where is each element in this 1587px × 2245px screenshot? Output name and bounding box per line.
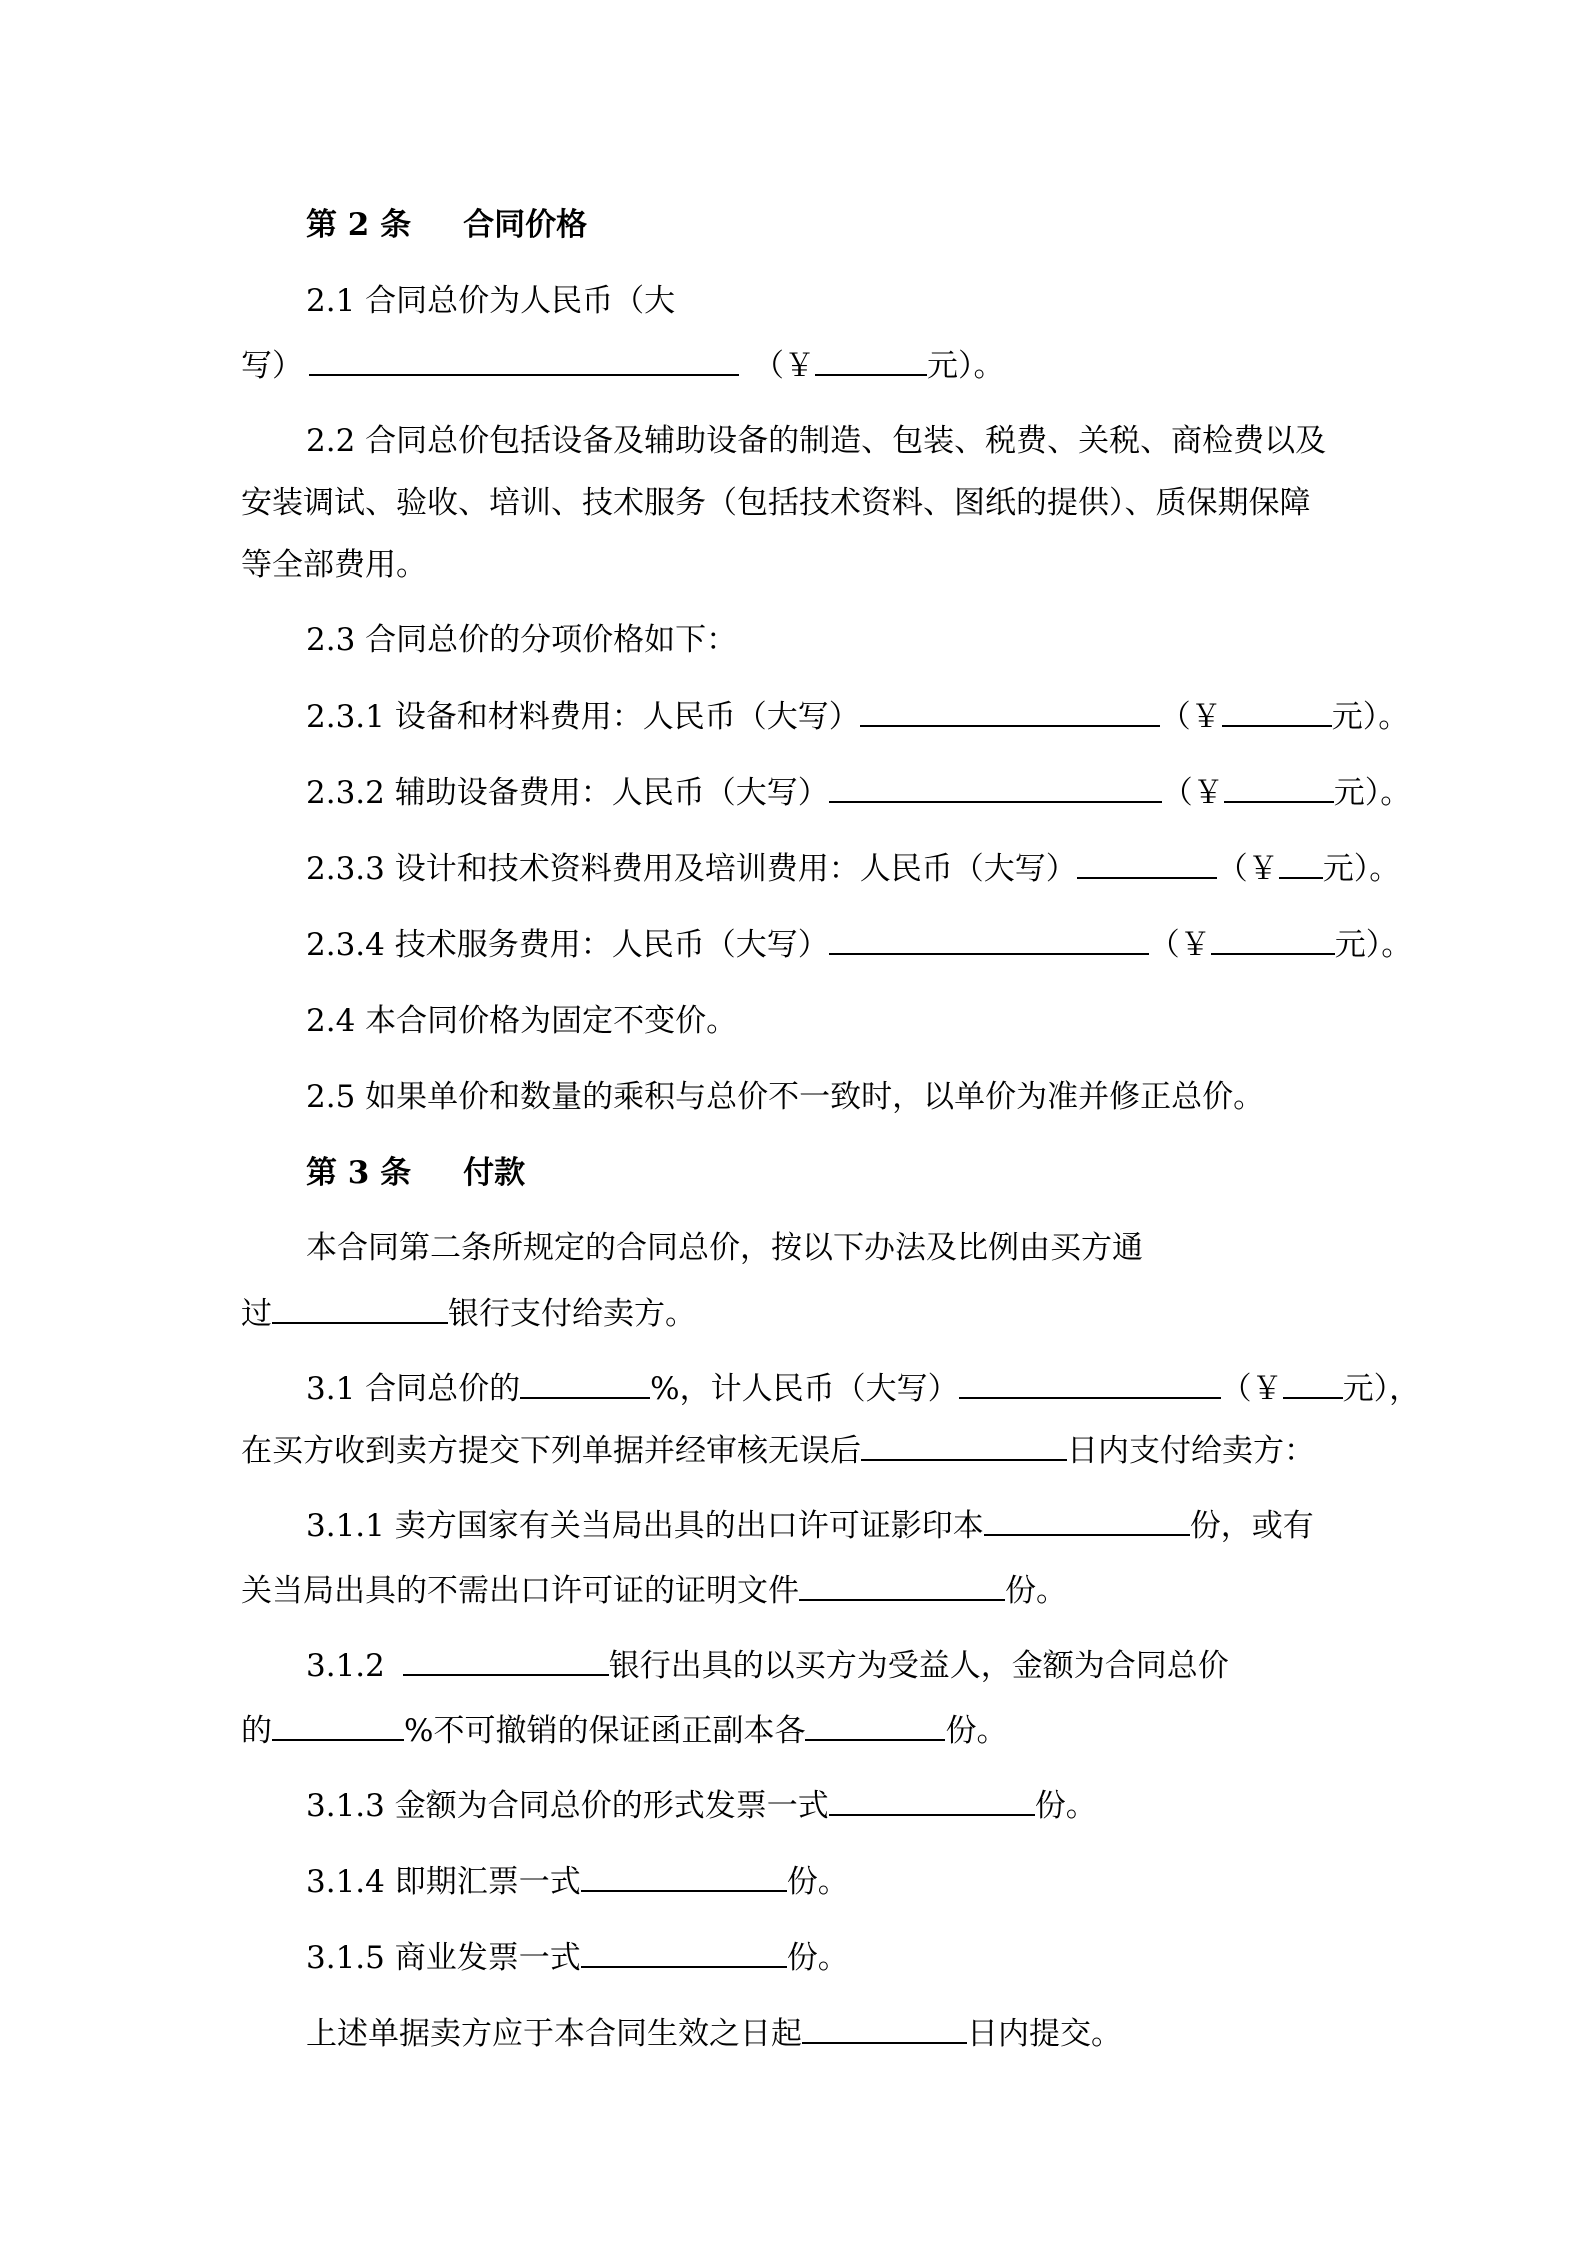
clause-2-3-2 — [306, 768, 1446, 818]
clause-2-2-text-3: 等全部费用。 — [241, 547, 427, 583]
clause-3-1-1-text-a: 3.1.1 卖方国家有关当局出具的出口许可证影印本 — [306, 1508, 984, 1544]
clause-3-1-1-text-c: 关当局出具的不需出口许可证的证明文件 — [241, 1573, 799, 1609]
clause-2-3-2-currency: （￥ — [1161, 775, 1224, 811]
clause-2-5 — [306, 1072, 1446, 1122]
clause-2-1-text-c: （￥ — [753, 348, 815, 384]
clause-3-1-2-line-1 — [306, 1641, 1446, 1691]
payment-intro-text-1: 本合同第二条所规定的合同总价，按以下办法及比例由买方通 — [306, 1230, 1143, 1266]
payment-days-blank[interactable] — [861, 1427, 1067, 1461]
clause-2-3-1-text: 2.3.1 设备和材料费用：人民币（大写） — [306, 699, 860, 735]
guarantee-bank-blank[interactable] — [403, 1642, 609, 1676]
clause-2-3-4-currency: （￥ — [1148, 927, 1211, 963]
clause-2-1-text-b: 写） — [241, 348, 303, 384]
equipment-cost-figure-blank[interactable] — [1222, 693, 1332, 727]
clause-3-1-text-e: 在买方收到卖方提交下列单据并经审核无误后 — [241, 1433, 861, 1469]
clause-2-3-1-unit: 元）。 — [1331, 699, 1410, 735]
exemption-cert-copies-blank[interactable] — [799, 1567, 1005, 1601]
clause-2-3-2-unit: 元）。 — [1333, 775, 1412, 811]
clause-3-1-text-f: 日内支付给卖方： — [1067, 1433, 1315, 1469]
payment-amount-figure-blank[interactable] — [1283, 1365, 1343, 1399]
clause-3-1-text-b: %，计人民币（大写） — [650, 1371, 959, 1407]
clause-2-3-4-text: 2.3.4 技术服务费用：人民币（大写） — [306, 927, 829, 963]
clause-2-2-line-3 — [241, 540, 1381, 590]
clause-3-1-3-text-a: 3.1.3 金额为合同总价的形式发票一式 — [306, 1788, 829, 1824]
clause-3-1-unit: 元）， — [1342, 1371, 1421, 1407]
export-license-copies-blank[interactable] — [984, 1502, 1190, 1536]
closing-sentence — [306, 2009, 1446, 2059]
payment-intro-text-2b: 银行支付给卖方。 — [448, 1296, 696, 1332]
payment-amount-words-blank[interactable] — [959, 1365, 1221, 1399]
clause-2-3-text: 2.3 合同总价的分项价格如下： — [306, 622, 738, 658]
clause-3-1-text-a: 3.1 合同总价的 — [306, 1371, 521, 1407]
total-price-figure-blank[interactable] — [815, 342, 927, 376]
clause-2-2-line-1 — [306, 416, 1446, 466]
clause-2-4 — [306, 996, 1446, 1046]
design-training-words-blank[interactable] — [1077, 845, 1217, 879]
clause-2-3-1 — [306, 692, 1446, 742]
design-training-figure-blank[interactable] — [1279, 845, 1323, 879]
payment-intro-line-2 — [241, 1289, 1381, 1339]
clause-2-4-text: 2.4 本合同价格为固定不变价。 — [306, 1003, 738, 1039]
clause-2-3-4-unit: 元）。 — [1334, 927, 1413, 963]
total-price-words-blank[interactable] — [309, 342, 739, 376]
sight-draft-copies-blank[interactable] — [581, 1858, 787, 1892]
payment-intro-text-2a: 过 — [241, 1296, 272, 1332]
closing-text-a: 上述单据卖方应于本合同生效之日起 — [306, 2016, 802, 2052]
clause-2-3-3 — [306, 844, 1446, 894]
clause-2-1-line-2 — [241, 341, 1381, 391]
article-3-title: 付款 — [463, 1155, 526, 1191]
guarantee-copies-blank[interactable] — [805, 1707, 945, 1741]
clause-2-3-3-unit: 元）。 — [1322, 851, 1401, 887]
clause-3-1-5 — [306, 1933, 1446, 1983]
equipment-cost-words-blank[interactable] — [860, 693, 1160, 727]
clause-3-1-3-text-b: 份。 — [1034, 1788, 1097, 1824]
clause-3-1-5-text-b: 份。 — [786, 1940, 849, 1976]
article-2-heading — [306, 200, 1446, 250]
article-2-title: 合同价格 — [463, 207, 588, 243]
closing-text-b: 日内提交。 — [967, 2016, 1122, 2052]
clause-2-1-line-1 — [306, 276, 1446, 326]
clause-2-2-text-1: 2.2 合同总价包括设备及辅助设备的制造、包装、税费、关税、商检费以及 — [306, 423, 1327, 459]
clause-3-1-4-text-a: 3.1.4 即期汇票一式 — [306, 1864, 581, 1900]
clause-3-1-2-text-b: 银行出具的以买方为受益人，金额为合同总价 — [608, 1648, 1229, 1684]
clause-3-1-3 — [306, 1781, 1446, 1831]
clause-2-5-text: 2.5 如果单价和数量的乘积与总价不一致时，以单价为准并修正总价。 — [306, 1079, 1265, 1115]
clause-3-1-2-text-a: 3.1.2 — [306, 1648, 395, 1684]
clause-3-1-2-text-c: 的 — [241, 1713, 272, 1749]
payment-intro-line-1 — [306, 1223, 1446, 1273]
submission-days-blank[interactable] — [802, 2010, 967, 2044]
clause-3-1-4 — [306, 1857, 1446, 1907]
proforma-invoice-copies-blank[interactable] — [829, 1782, 1035, 1816]
tech-service-figure-blank[interactable] — [1211, 921, 1335, 955]
aux-equipment-figure-blank[interactable] — [1224, 769, 1334, 803]
article-3-heading — [306, 1148, 1446, 1198]
clause-3-1-line-1 — [306, 1364, 1446, 1414]
bank-name-blank[interactable] — [272, 1290, 448, 1324]
article-3-number: 第 3 条 — [306, 1155, 412, 1191]
clause-2-3-2-text: 2.3.2 辅助设备费用：人民币（大写） — [306, 775, 829, 811]
clause-2-1-text-d: 元）。 — [927, 348, 1005, 384]
clause-2-2-text-2: 安装调试、验收、培训、技术服务（包括技术资料、图纸的提供）、质保期保障 — [241, 485, 1311, 521]
clause-3-1-currency: （￥ — [1220, 1371, 1283, 1407]
clause-2-3-3-currency: （￥ — [1216, 851, 1279, 887]
clause-3-1-1-line-2 — [241, 1566, 1381, 1616]
clause-3-1-2-text-d: %不可撤销的保证函正副本各 — [404, 1713, 806, 1749]
clause-2-3-3-text: 2.3.3 设计和技术资料费用及培训费用：人民币（大写） — [306, 851, 1077, 887]
clause-2-3-1-currency: （￥ — [1159, 699, 1222, 735]
guarantee-percent-blank[interactable] — [272, 1707, 404, 1741]
clause-3-1-line-2 — [241, 1426, 1381, 1476]
clause-3-1-1-text-d: 份。 — [1005, 1573, 1067, 1609]
clause-2-1-text: 2.1 合同总价为人民币（大 — [306, 283, 676, 319]
commercial-invoice-copies-blank[interactable] — [581, 1934, 787, 1968]
clause-2-2-line-2 — [241, 478, 1381, 528]
clause-3-1-2-text-e: 份。 — [945, 1713, 1008, 1749]
clause-3-1-1-text-b: 份，或有 — [1189, 1508, 1314, 1544]
aux-equipment-words-blank[interactable] — [829, 769, 1162, 803]
article-2-number: 第 2 条 — [306, 207, 412, 243]
clause-3-1-1-line-1 — [306, 1501, 1446, 1551]
payment-percent-blank[interactable] — [520, 1365, 650, 1399]
clause-3-1-4-text-b: 份。 — [786, 1864, 849, 1900]
clause-2-3-4 — [306, 920, 1446, 970]
clause-3-1-2-line-2 — [241, 1706, 1381, 1756]
clause-3-1-5-text-a: 3.1.5 商业发票一式 — [306, 1940, 581, 1976]
clause-2-3 — [306, 615, 1446, 665]
tech-service-words-blank[interactable] — [829, 921, 1149, 955]
